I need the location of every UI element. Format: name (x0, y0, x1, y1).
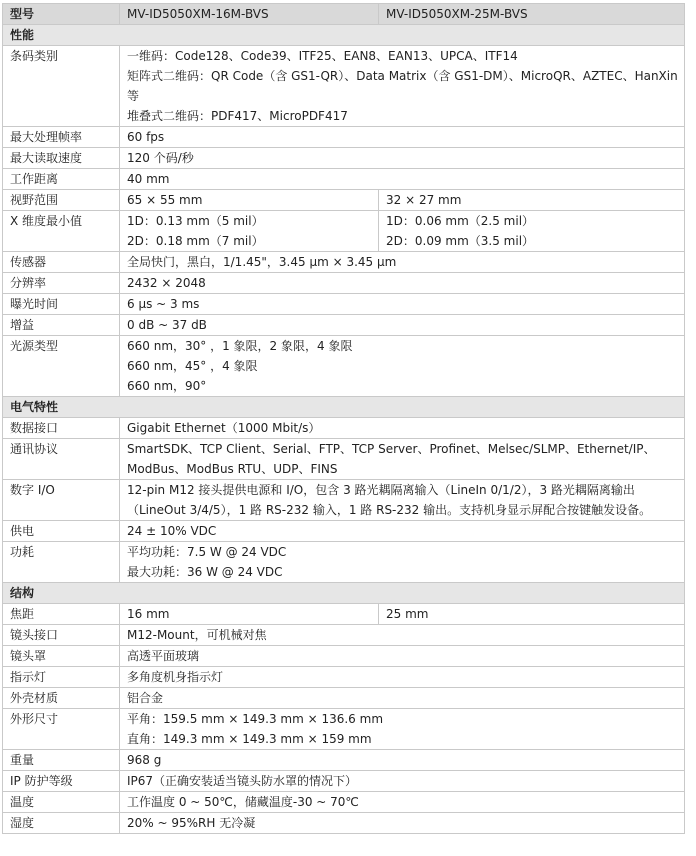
row-value: 6 μs ~ 3 ms (120, 294, 685, 315)
row-label: 光源类型 (3, 336, 120, 397)
row-value: 高透平面玻璃 (120, 646, 685, 667)
row-value: 工作温度 0 ~ 50℃，储藏温度-30 ~ 70℃ (120, 792, 685, 813)
section-row (3, 25, 685, 46)
row-label: 镜头罩 (3, 646, 120, 667)
row-label: 焦距 (3, 604, 120, 625)
table-row (3, 418, 685, 439)
row-label: 增益 (3, 315, 120, 336)
table-row (3, 336, 685, 397)
row-label: 湿度 (3, 813, 120, 834)
row-label: 分辨率 (3, 273, 120, 294)
row-value: Gigabit Ethernet（1000 Mbit/s） (120, 418, 685, 439)
row-label: 曝光时间 (3, 294, 120, 315)
table-row (3, 771, 685, 792)
row-value: 20% ~ 95%RH 无冷凝 (120, 813, 685, 834)
value-line: 矩阵式二维码：QR Code（含 GS1-QR）、Data Matrix（含 GS1-DM）、MicroQR、AZTEC、HanXin (127, 69, 678, 83)
value-line: 最大功耗：36 W @ 24 VDC (127, 565, 283, 579)
row-label: 外壳材质 (3, 688, 120, 709)
row-value: 全局快门，黑白，1/1.45"，3.45 μm × 3.45 μm (120, 252, 685, 273)
table-row (3, 315, 685, 336)
table-row (3, 667, 685, 688)
table-row (3, 750, 685, 771)
table-row (3, 273, 685, 294)
value-line: 直角：149.3 mm × 149.3 mm × 159 mm (127, 732, 372, 746)
row-value: M12-Mount，可机械对焦 (120, 625, 685, 646)
value-line: 1D：0.06 mm（2.5 mil） (386, 214, 535, 228)
row-value: 968 g (120, 750, 685, 771)
value-line: 一维码：Code128、Code39、ITF25、EAN8、EAN13、UPCA、ITF14 (127, 49, 518, 63)
value-line: 平角：159.5 mm × 149.3 mm × 136.6 mm (127, 712, 384, 726)
row-value-b (379, 211, 685, 252)
row-label: 条码类别 (3, 46, 120, 127)
table-row (3, 190, 685, 211)
row-value (120, 542, 685, 583)
value-line: 660 nm，30° ，1 象限，2 象限，4 象限 (127, 339, 353, 353)
table-row (3, 688, 685, 709)
value-line: 12-pin M12 接头提供电源和 I/O，包含 3 路光耦隔离输入（LineIn 0/1/2），3 路光耦隔离输出 (127, 483, 635, 497)
row-label: 指示灯 (3, 667, 120, 688)
table-row (3, 252, 685, 273)
value-line: 2D：0.09 mm（3.5 mil） (386, 234, 535, 248)
row-value: 24 ± 10% VDC (120, 521, 685, 542)
table-row (3, 211, 685, 252)
row-value-a (120, 211, 379, 252)
row-value-b: 25 mm (379, 604, 685, 625)
row-value-b: 32 × 27 mm (379, 190, 685, 211)
table-row (3, 521, 685, 542)
header-model-b: MV-ID5050XM-25M-BVS (379, 4, 685, 25)
row-value (120, 46, 685, 127)
row-value-a: 16 mm (120, 604, 379, 625)
row-label: 重量 (3, 750, 120, 771)
row-value: 多角度机身指示灯 (120, 667, 685, 688)
table-row (3, 792, 685, 813)
section-row (3, 583, 685, 604)
value-line: 等 (127, 89, 140, 103)
value-line: 平均功耗：7.5 W @ 24 VDC (127, 545, 287, 559)
row-value (120, 480, 685, 521)
row-value: 铝合金 (120, 688, 685, 709)
row-label: IP 防护等级 (3, 771, 120, 792)
row-value-a: 65 × 55 mm (120, 190, 379, 211)
table-row (3, 646, 685, 667)
row-value: IP67（正确安装适当镜头防水罩的情况下） (120, 771, 685, 792)
row-label: 镜头接口 (3, 625, 120, 646)
table-row (3, 294, 685, 315)
row-value (120, 439, 685, 480)
row-label: 功耗 (3, 542, 120, 583)
row-value (120, 709, 685, 750)
table-row (3, 148, 685, 169)
table-header-row (3, 4, 685, 25)
header-model-a: MV-ID5050XM-16M-BVS (120, 4, 379, 25)
value-line: 堆叠式二维码：PDF417、MicroPDF417 (127, 109, 348, 123)
spec-table-container (2, 3, 684, 834)
row-label: 最大处理帧率 (3, 127, 120, 148)
value-line: SmartSDK、TCP Client、Serial、FTP、TCP Server、Profinet、Melsec/SLMP、Ethernet/IP、 (127, 442, 656, 456)
value-line: （LineOut 3/4/5），1 路 RS-232 输入，1 路 RS-232 输出。支持机身显示屏配合按键触发设备。 (127, 503, 652, 517)
value-line: 660 nm，45° ，4 象限 (127, 359, 258, 373)
row-label: 数据接口 (3, 418, 120, 439)
row-label: 外形尺寸 (3, 709, 120, 750)
table-row (3, 480, 685, 521)
table-row (3, 46, 685, 127)
value-line: ModBus、ModBus RTU、UDP、FINS (127, 462, 338, 476)
row-label: 传感器 (3, 252, 120, 273)
value-line: 660 nm，90° (127, 379, 207, 393)
section-row (3, 397, 685, 418)
row-label: 供电 (3, 521, 120, 542)
value-line: 1D：0.13 mm（5 mil） (127, 214, 264, 228)
section-performance: 性能 (3, 25, 685, 46)
table-row (3, 709, 685, 750)
row-label: 视野范围 (3, 190, 120, 211)
section-electrical: 电气特性 (3, 397, 685, 418)
row-value: 60 fps (120, 127, 685, 148)
table-row (3, 625, 685, 646)
table-row (3, 604, 685, 625)
table-row (3, 813, 685, 834)
row-label: X 维度最小值 (3, 211, 120, 252)
header-label: 型号 (3, 4, 120, 25)
row-label: 数字 I/O (3, 480, 120, 521)
row-value: 120 个码/秒 (120, 148, 685, 169)
row-value: 2432 × 2048 (120, 273, 685, 294)
row-value: 40 mm (120, 169, 685, 190)
value-line: 2D：0.18 mm（7 mil） (127, 234, 264, 248)
table-row (3, 169, 685, 190)
row-value (120, 336, 685, 397)
row-label: 最大读取速度 (3, 148, 120, 169)
row-value: 0 dB ~ 37 dB (120, 315, 685, 336)
table-row (3, 439, 685, 480)
row-label: 温度 (3, 792, 120, 813)
row-label: 通讯协议 (3, 439, 120, 480)
section-structure: 结构 (3, 583, 685, 604)
row-label: 工作距离 (3, 169, 120, 190)
spec-table (2, 3, 685, 834)
table-row (3, 127, 685, 148)
table-row (3, 542, 685, 583)
